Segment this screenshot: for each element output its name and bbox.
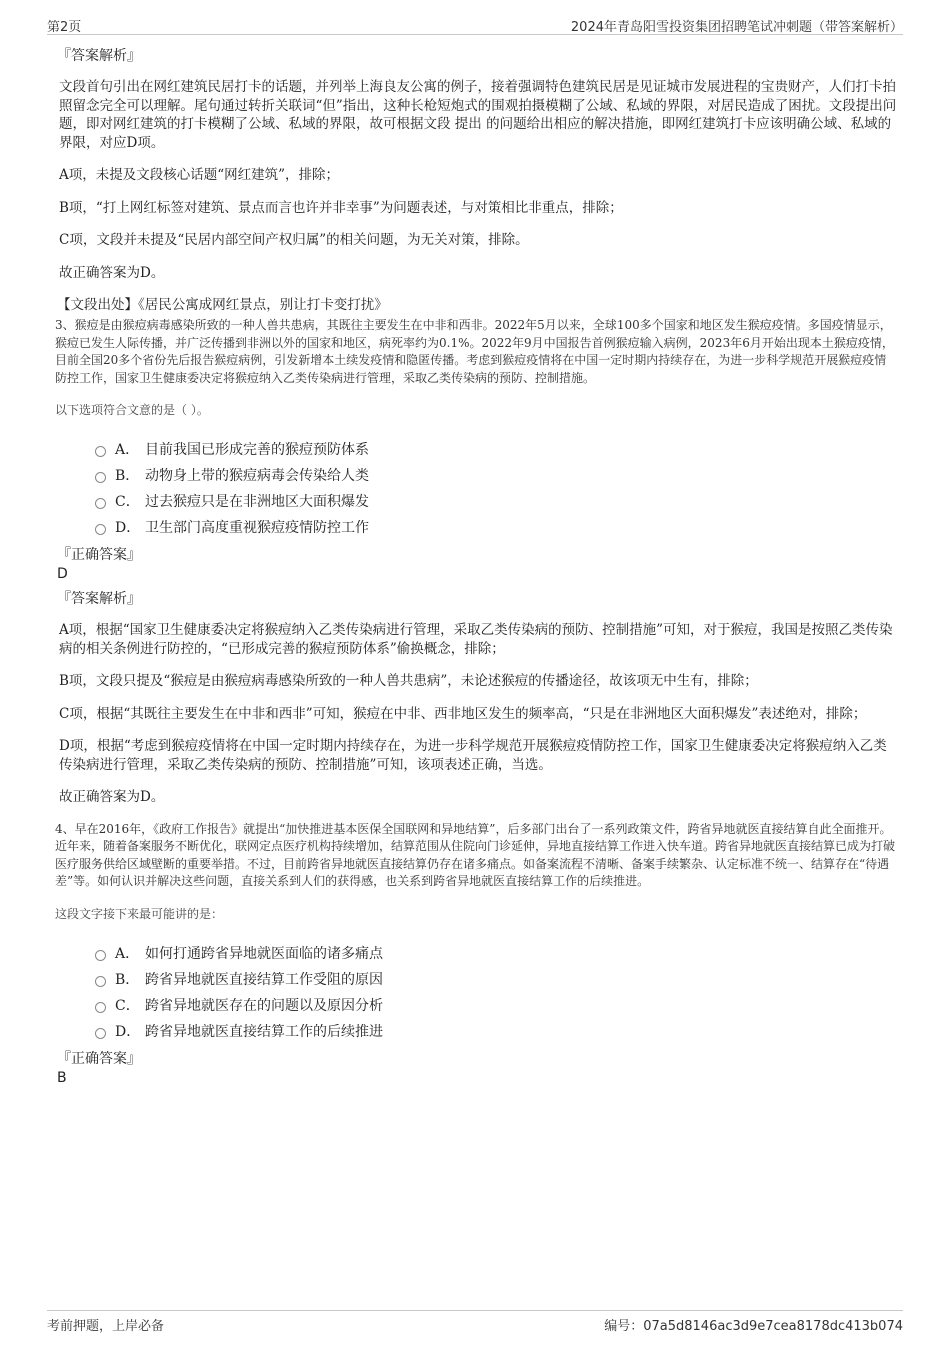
page-number: 第2页 [47,20,82,35]
code-label: 编号： [604,1319,644,1334]
analysis-paragraph: C项，根据“其既往主要发生在中非和西非”可知，猴痘在中非、西非地区发生的频率高，“只是在非洲地区大面积爆发”表述绝对，排除； [59,705,867,722]
question-4-text: 4、早在2016年，《政府工作报告》就提出“加快推进基本医保全国联网和异地结算”，后多部门出台了一系列政策文件，跨省异地就医直接结算自此全面推开。近年来，随着备案服务不断优化，联网定点医疗机构持续增加，结算范围从住院向门诊延伸，异地直接结算工作进入快车道。跨省异地就医直接结算已成为打破医疗服务供给区域壁断的重要举措。不过，目前跨省异地就医直接结算仍存在诸多痛点。如备案流程不清晰、备案手续繁杂、认定标准不统一、结算存在“待遇差”等。如何认识并解决这些问题，直接关系到人们的获得感，也关系到跨省异地就医直接结算工作的后续推进。 [55,821,896,888]
page-header [47,14,903,35]
radio-button[interactable] [95,524,106,535]
correct-answer-label: 『正确答案』 [57,547,141,563]
correct-answer: B [57,1069,67,1086]
footer-slogan: 考前押题，上岸必备 [47,1319,165,1334]
option-b[interactable] [95,463,897,489]
analysis-paragraph: 故正确答案为D。 [59,264,165,281]
radio-button[interactable] [95,1002,106,1013]
analysis-paragraph: 故正确答案为D。 [59,789,165,805]
option-a[interactable] [95,437,897,463]
code-value: 07a5d8146ac3d9e7cea8178dc413b074 [643,1319,903,1334]
option-letter: D． [115,1023,141,1040]
option-b[interactable] [95,967,897,993]
question-3-text: 3、猴痘是由猴痘病毒感染所致的一种人兽共患病，其既往主要发生在中非和西非。2022年5月以来，全球100多个国家和地区发生猴痘疫情。多国疫情显示，猴痘已发生人际传播，并广泛传播到非洲以外的国家和地区，病死率约为0.1%。2022年9月中国报告首例猴痘输入病例，2023年6月开始出现本土猴痘疫情，目前全国20多个省份先后报告猴痘病例，引发新增本土续发疫情和隐匿传播。考虑到猴痘疫情将在中国一定时期内持续存在，为进一步科学规范开展猴痘疫情防控工作，国家卫生健康委决定将猴痘纳入乙类传染病进行管理，采取乙类传染病的预防、控制措施。 [55,318,894,385]
option-c[interactable] [95,993,897,1019]
analysis-paragraph: B项，文段只提及“猴痘是由猴痘病毒感染所致的一种人兽共患病”，未论述猴痘的传播途径，故该项无中生有，排除； [59,673,758,689]
option-text: 跨省异地就医直接结算工作的后续推进 [145,1023,383,1040]
option-text: 卫生部门高度重视猴痘疫情防控工作 [145,520,369,536]
document-code [604,1315,903,1334]
question-4-prompt: 这段文字接下来最可能讲的是： [55,906,224,921]
analysis-label: 『答案解析』 [57,48,141,64]
page-footer [47,1310,903,1334]
radio-button[interactable] [95,472,106,483]
option-text: 如何打通跨省异地就医面临的诸多痛点 [145,945,383,962]
radio-button[interactable] [95,446,106,457]
analysis-paragraph: B项，“打上网红标签对建筑、景点而言也许并非幸事”为问题表述，与对策相比非重点，排除； [59,199,623,216]
radio-button[interactable] [95,976,106,987]
source-citation: 【文段出处】《居民公寓成网红景点，别让打卡变打扰》 [57,297,388,313]
option-letter: A． [115,945,140,962]
page-content [57,46,897,1093]
analysis-paragraph: A项，未提及文段核心话题“网红建筑”，排除； [59,167,340,183]
analysis-paragraph: C项，文段并未提及“民居内部空间产权归属”的相关问题，为无关对策，排除。 [59,232,529,248]
radio-button[interactable] [95,498,106,509]
analysis-paragraph: D项，根据“考虑到猴痘疫情将在中国一定时期内持续存在，为进一步科学规范开展猴痘疫情防控工作，国家卫生健康委决定将猴痘纳入乙类传染病进行管理，采取乙类传染病的预防、控制措施”可知，该项表述正确，当选。 [59,738,887,773]
question-3-prompt: 以下选项符合文意的是（ ）。 [55,403,209,417]
option-text: 目前我国已形成完善的猴痘预防体系 [145,442,369,458]
analysis-label: 『答案解析』 [57,591,141,607]
document-title: 2024年青岛阳雪投资集团招聘笔试冲刺题（带答案解析） [570,20,903,35]
analysis-paragraph: 文段首句引出在网红建筑民居打卡的话题，并列举上海良友公寓的例子，接着强调特色建筑民居是见证城市发展进程的宝贵财产，人们打卡拍照留念完全可以理解。尾句通过转折关联词“但”指出，这种长枪短炮式的围观拍摄模糊了公域、私域的界限，对居民造成了困扰。文段提出问题，即对网红建筑的打卡模糊了公域、私域的界限，故可根据文段 提出 的问题给出相应的解决措施，即网红建筑打卡应该明确公域、私域的界限，对应D项。 [59,79,897,151]
option-letter: B． [115,971,140,988]
option-text: 动物身上带的猴痘病毒会传染给人类 [145,468,369,484]
correct-answer-label: 『正确答案』 [57,1050,141,1067]
option-d[interactable] [95,515,897,541]
option-text: 过去猴痘只是在非洲地区大面积爆发 [145,494,369,510]
radio-button[interactable] [95,1028,106,1039]
option-a[interactable] [95,941,897,967]
radio-button[interactable] [95,950,106,961]
option-d[interactable] [95,1019,897,1045]
analysis-paragraph: A项，根据“国家卫生健康委决定将猴痘纳入乙类传染病进行管理，采取乙类传染病的预防、控制措施”可知，对于猴痘，我国是按照乙类传染病的相关条例进行防控的，“已形成完善的猴痘预防体系”偷换概念，排除； [59,622,893,657]
option-text: 跨省异地就医直接结算工作受阻的原因 [145,971,383,988]
option-letter: B． [115,468,140,484]
option-text: 跨省异地就医存在的问题以及原因分析 [145,997,383,1014]
question-4-options [95,941,897,1045]
option-letter: C． [115,494,140,510]
option-letter: A． [115,442,140,458]
option-letter: D． [115,520,141,536]
correct-answer: D [57,566,68,582]
question-3-options [95,437,897,541]
option-letter: C． [115,997,140,1014]
option-c[interactable] [95,489,897,515]
